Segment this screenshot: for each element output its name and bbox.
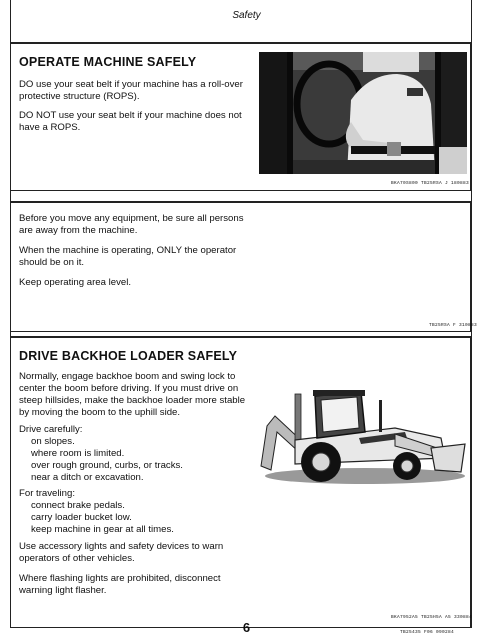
paragraph: Where flashing lights are prohibited, disconnect warning light flasher.	[19, 573, 221, 596]
backhoe-loader-image	[255, 366, 467, 488]
section-title: OPERATE MACHINE SAFELY	[19, 55, 197, 69]
section-persons-away	[10, 201, 478, 331]
list-item: near a ditch or excavation.	[31, 472, 144, 483]
list-item: keep machine in gear at all times.	[31, 524, 174, 535]
page-number: 6	[242, 620, 251, 635]
section-operate-machine	[10, 42, 471, 190]
section-divider	[10, 331, 472, 332]
list-item: connect brake pedals.	[31, 500, 125, 511]
image-code: BKA70S800 TB25RSA J 180883	[391, 181, 470, 186]
list-item: carry loader bucket low.	[31, 512, 132, 523]
list-heading: For traveling:	[19, 488, 75, 499]
operator-seat-belt-image	[259, 52, 467, 174]
drive-carefully-list	[19, 424, 255, 484]
page-header-title: Safety	[232, 10, 261, 21]
section-divider	[10, 190, 472, 191]
page-frame-right	[471, 0, 472, 628]
section-code: TB25RSA F 310883	[429, 323, 478, 328]
traveling-list	[19, 488, 255, 536]
paragraph: Before you move any equipment, be sure all persons are away from the machine.	[19, 213, 244, 236]
section-drive-backhoe	[10, 336, 471, 628]
paragraph: DO NOT use your seat belt if your machine does not have a ROPS.	[19, 110, 242, 133]
list-item: over rough ground, curbs, or tracks.	[31, 460, 183, 471]
paragraph: DO use your seat belt if your machine has a roll-over protective structure (ROPS).	[19, 79, 243, 102]
footer-code: TB25435 F06 090284	[400, 630, 455, 635]
section-title: DRIVE BACKHOE LOADER SAFELY	[19, 349, 238, 363]
list-heading: Drive carefully:	[19, 424, 83, 435]
paragraph: Normally, engage backhoe boom and swing lock to center the boom before driving. If you must drive on steep hillsides, make the backhoe loader more stable by moving the boom to the uphill side.	[19, 371, 246, 418]
image-code: BKA7952A5 TB25H5A A5 330884	[391, 615, 473, 620]
backhoe-loader-illustration	[255, 366, 467, 488]
list-item: on slopes.	[31, 436, 75, 447]
list-item: where room is limited.	[31, 448, 125, 459]
paragraph: Keep operating area level.	[19, 277, 132, 288]
operator-seat-belt-photo	[259, 52, 467, 174]
paragraph: Use accessory lights and safety devices to warn operators of other vehicles.	[19, 541, 224, 564]
paragraph: When the machine is operating, ONLY the operator should be on it.	[19, 245, 237, 268]
